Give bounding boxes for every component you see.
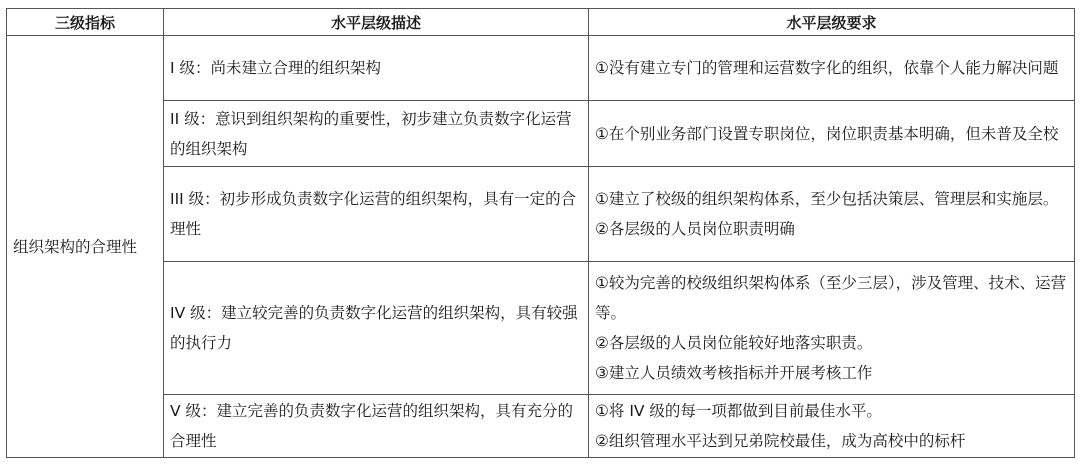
- indicator-cell: 组织架构的合理性: [7, 36, 164, 458]
- requirement-item: ②组织管理水平达到兄弟院校最佳，成为高校中的标杆: [595, 432, 966, 450]
- evaluation-table: [6, 8, 1075, 458]
- requirement-item: ①较为完善的校级组织架构体系（至少三层），涉及管理、技术、运营等。: [595, 274, 1067, 322]
- table-row: [7, 101, 1075, 167]
- requirement-item: ②各层级的人员岗位职责明确: [595, 220, 795, 238]
- level-description: IV 级：建立较完善的负责数字化运营的组织架构，具有较强的执行力: [164, 262, 589, 395]
- requirement-item: ①没有建立专门的管理和运营数字化的组织，依靠个人能力解决问题: [595, 59, 1059, 77]
- header-level-description: 水平层级描述: [164, 9, 589, 36]
- table-header-row: [7, 9, 1075, 36]
- level-requirements: [589, 262, 1075, 395]
- level-description: V 级：建立完善的负责数字化运营的组织架构，具有充分的合理性: [164, 395, 589, 458]
- table-row: [7, 167, 1075, 262]
- table-row: [7, 395, 1075, 458]
- level-requirements: [589, 395, 1075, 458]
- table-row: [7, 262, 1075, 395]
- header-indicator: 三级指标: [7, 9, 164, 36]
- requirement-item: ①在个别业务部门设置专职岗位，岗位职责基本明确，但未普及全校: [595, 124, 1059, 143]
- evaluation-table-container: [6, 8, 1074, 458]
- level-description: I 级：尚未建立合理的组织架构: [164, 36, 589, 101]
- requirement-item: ③建立人员绩效考核指标并开展考核工作: [595, 364, 873, 382]
- requirement-item: ①将 IV 级的每一项都做到目前最佳水平。: [595, 402, 882, 420]
- level-description: II 级：意识到组织架构的重要性，初步建立负责数字化运营的组织架构: [164, 101, 589, 167]
- table-row: [7, 36, 1075, 101]
- level-requirements: [589, 101, 1075, 167]
- requirement-item: ②各层级的人员岗位能较好地落实职责。: [595, 334, 873, 352]
- level-description: III 级：初步形成负责数字化运营的组织架构，具有一定的合理性: [164, 167, 589, 262]
- header-level-requirements: 水平层级要求: [589, 9, 1075, 36]
- level-requirements: [589, 36, 1075, 101]
- level-requirements: [589, 167, 1075, 262]
- requirement-item: ①建立了校级的组织架构体系，至少包括决策层、管理层和实施层。: [595, 190, 1059, 208]
